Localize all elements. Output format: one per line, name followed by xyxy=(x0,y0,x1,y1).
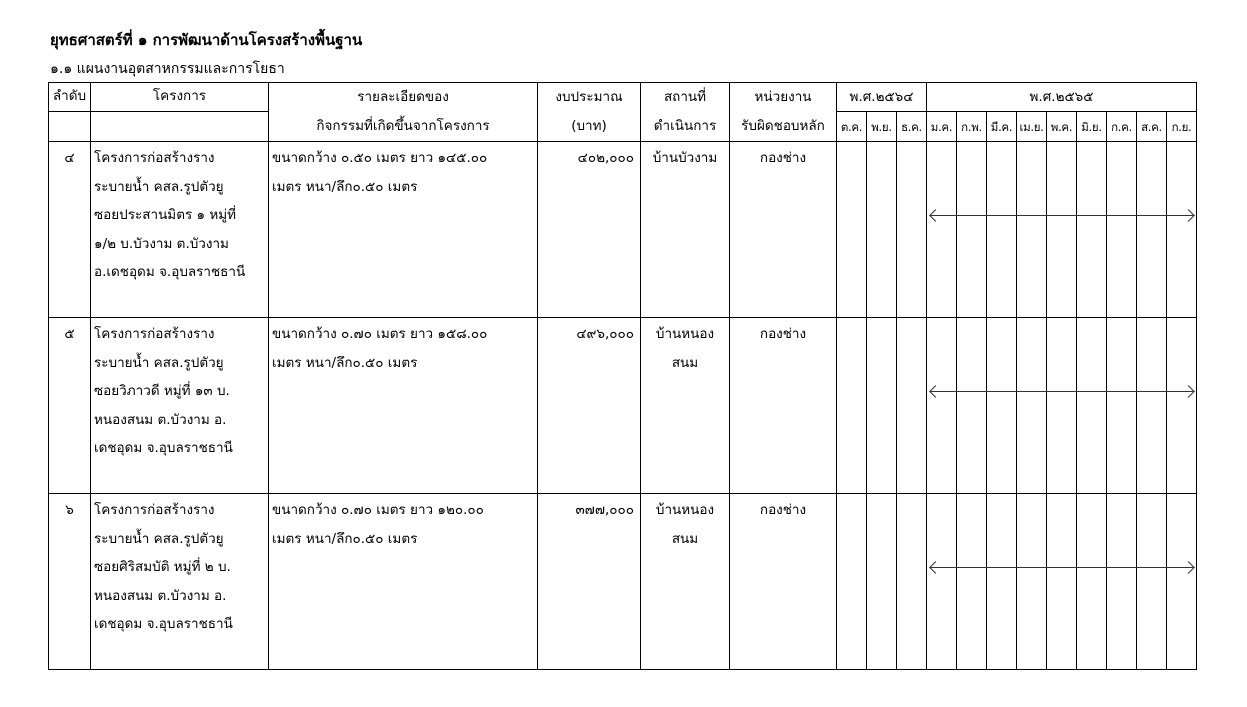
place-line: สนม xyxy=(671,354,699,371)
table-row xyxy=(49,142,1197,318)
month-cell xyxy=(867,494,897,670)
project-line: ๑/๒ บ.บัวงาม ต.บัวงาม xyxy=(94,235,229,252)
month-cell xyxy=(927,318,957,494)
header-agency-1: หน่วยงาน xyxy=(730,83,837,112)
project-line: เดชอุดม จ.อุบลราชธานี xyxy=(94,440,233,456)
month-cell xyxy=(1047,318,1077,494)
month-header: ก.พ. xyxy=(957,112,987,142)
month-cell xyxy=(1107,142,1137,318)
details-cell xyxy=(269,318,538,494)
place-line: บ้านหนอง xyxy=(655,502,715,518)
month-cell xyxy=(1017,318,1047,494)
month-cell xyxy=(1167,494,1197,670)
month-cell xyxy=(1137,142,1167,318)
month-header: เม.ย. xyxy=(1017,112,1047,142)
place-cell xyxy=(641,494,730,670)
project-line: อ.เดชอุดม จ.อุบลราชธานี xyxy=(94,264,246,280)
project-line: ซอยศิริสมบัติ หมู่ที่ ๒ บ. xyxy=(94,559,231,575)
details-line: เมตร หนา/ลึก๐.๕๐ เมตร xyxy=(272,530,418,547)
header-project-cont xyxy=(91,112,269,142)
header-details-1: รายละเอียดของ xyxy=(269,83,538,112)
month-cell xyxy=(837,142,867,318)
month-cell xyxy=(1107,494,1137,670)
project-line: หนองสนม ต.บัวงาม อ. xyxy=(94,587,227,604)
month-cell xyxy=(837,318,867,494)
month-cell xyxy=(957,494,987,670)
details-cell xyxy=(269,142,538,318)
month-cell xyxy=(837,494,867,670)
month-cell xyxy=(1017,142,1047,318)
header-details-2: กิจกรรมที่เกิดขึ้นจากโครงการ xyxy=(269,112,538,142)
month-cell xyxy=(1077,318,1107,494)
month-header: ต.ค. xyxy=(837,112,867,142)
project-line: โครงการก่อสร้างราง xyxy=(94,150,215,166)
row-number: ๕ xyxy=(49,318,91,494)
month-header: ส.ค. xyxy=(1137,112,1167,142)
month-cell xyxy=(987,494,1017,670)
place-line: บ้านหนอง xyxy=(655,326,715,342)
budget-cell: ๔๙๖,๐๐๐ xyxy=(538,318,641,494)
month-header: มิ.ย. xyxy=(1077,112,1107,142)
row-number: ๖ xyxy=(49,494,91,670)
table-row xyxy=(49,494,1197,670)
header-no: ลำดับ xyxy=(49,83,91,112)
month-header: ม.ค. xyxy=(927,112,957,142)
header-place-2: ดำเนินการ xyxy=(641,112,730,142)
page-title: ยุทธศาสตร์ที่ ๑ การพัฒนาด้านโครงสร้างพื้นฐาน xyxy=(50,31,363,49)
plan-subtitle: ๑.๑ แผนงานอุตสาหกรรมและการโยธา xyxy=(50,61,285,77)
month-header: มี.ค. xyxy=(987,112,1017,142)
month-cell xyxy=(1137,494,1167,670)
month-cell xyxy=(1017,494,1047,670)
month-cell xyxy=(867,142,897,318)
month-header: พ.ค. xyxy=(1047,112,1077,142)
month-cell xyxy=(987,318,1017,494)
budget-cell: ๓๗๗,๐๐๐ xyxy=(538,494,641,670)
project-line: ระบายน้ำ คสล.รูปตัวยู xyxy=(94,354,224,371)
month-cell xyxy=(897,318,927,494)
project-table xyxy=(48,82,1197,670)
header-agency-2: รับผิดชอบหลัก xyxy=(730,112,837,142)
header-year-2564: พ.ศ.๒๕๖๔ xyxy=(837,83,927,112)
month-cell xyxy=(957,318,987,494)
month-cell xyxy=(927,142,957,318)
project-line: ระบายน้ำ คสล.รูปตัวยู xyxy=(94,178,224,195)
header-year-2565: พ.ศ.๒๕๖๕ xyxy=(927,83,1197,112)
month-cell xyxy=(1167,318,1197,494)
schedule-arrow xyxy=(930,567,1194,568)
header-budget-1: งบประมาณ xyxy=(538,83,641,112)
month-cell xyxy=(1047,142,1077,318)
month-cell xyxy=(1077,142,1107,318)
place-line: สนม xyxy=(671,530,699,547)
schedule-arrow xyxy=(930,391,1194,392)
agency-cell: กองช่าง xyxy=(730,142,837,318)
header-no-cont xyxy=(49,112,91,142)
budget-cell: ๔๐๒,๐๐๐ xyxy=(538,142,641,318)
details-line: ขนาดกว้าง ๐.๕๐ เมตร ยาว ๑๔๕.๐๐ xyxy=(272,150,488,166)
month-cell xyxy=(867,318,897,494)
project-cell xyxy=(91,142,269,318)
details-line: เมตร หนา/ลึก๐.๕๐ เมตร xyxy=(272,178,418,195)
project-line: ระบายน้ำ คสล.รูปตัวยู xyxy=(94,530,224,547)
project-line: โครงการก่อสร้างราง xyxy=(94,326,215,342)
agency-cell: กองช่าง xyxy=(730,318,837,494)
place-cell xyxy=(641,142,730,318)
month-cell xyxy=(1077,494,1107,670)
month-cell xyxy=(897,494,927,670)
project-cell xyxy=(91,494,269,670)
table-row xyxy=(49,318,1197,494)
agency-cell: กองช่าง xyxy=(730,494,837,670)
month-header: ก.ย. xyxy=(1167,112,1197,142)
place-line: บ้านบัวงาม xyxy=(652,150,718,166)
month-cell xyxy=(897,142,927,318)
month-cell xyxy=(987,142,1017,318)
details-line: ขนาดกว้าง ๐.๗๐ เมตร ยาว ๑๒๐.๐๐ xyxy=(272,502,484,518)
row-number: ๔ xyxy=(49,142,91,318)
month-cell xyxy=(957,142,987,318)
month-header: ธ.ค. xyxy=(897,112,927,142)
project-line: หนองสนม ต.บัวงาม อ. xyxy=(94,411,227,428)
month-header: พ.ย. xyxy=(867,112,897,142)
header-place-1: สถานที่ xyxy=(641,83,730,112)
details-line: เมตร หนา/ลึก๐.๕๐ เมตร xyxy=(272,354,418,371)
project-cell xyxy=(91,318,269,494)
details-line: ขนาดกว้าง ๐.๗๐ เมตร ยาว ๑๕๘.๐๐ xyxy=(272,326,488,342)
header-project: โครงการ xyxy=(91,83,269,112)
header-budget-2: (บาท) xyxy=(538,112,641,142)
month-cell xyxy=(1047,494,1077,670)
month-cell xyxy=(1167,142,1197,318)
project-line: ซอยประสานมิตร ๑ หมู่ที่ xyxy=(94,207,237,223)
place-cell xyxy=(641,318,730,494)
schedule-arrow xyxy=(930,215,1194,216)
project-line: โครงการก่อสร้างราง xyxy=(94,502,215,518)
project-line: ซอยวิภาวดี หมู่ที่ ๑๓ บ. xyxy=(94,383,230,399)
month-header: ก.ค. xyxy=(1107,112,1137,142)
month-cell xyxy=(1137,318,1167,494)
details-cell xyxy=(269,494,538,670)
project-line: เดชอุดม จ.อุบลราชธานี xyxy=(94,616,233,632)
month-cell xyxy=(927,494,957,670)
month-cell xyxy=(1107,318,1137,494)
